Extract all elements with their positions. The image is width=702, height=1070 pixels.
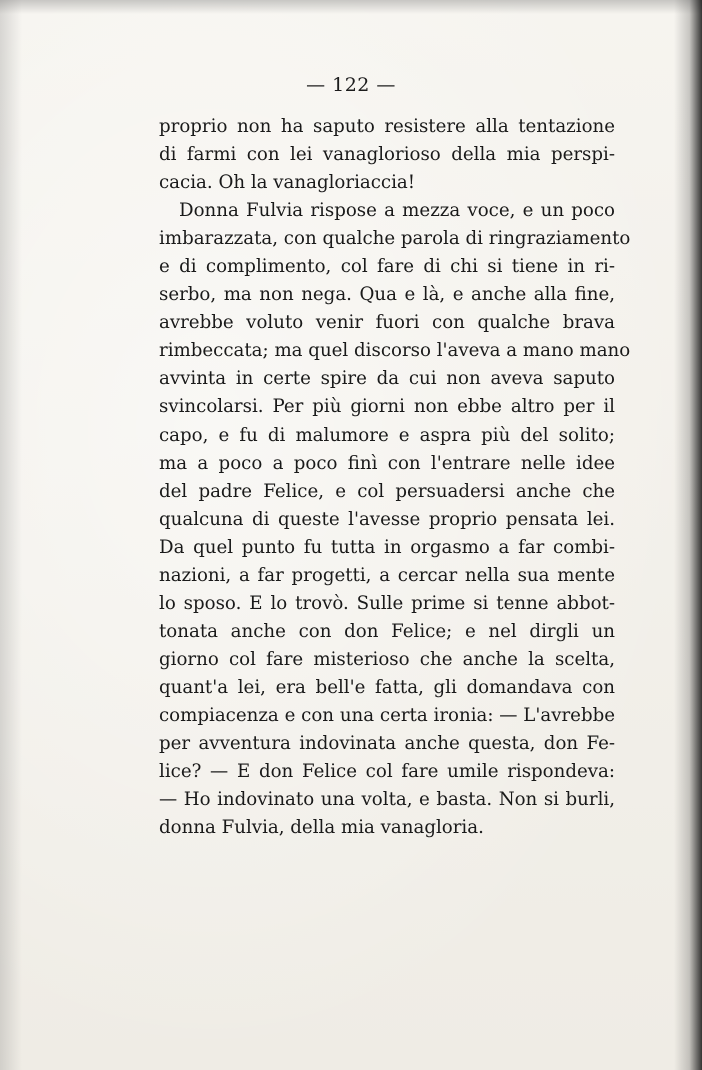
page-left-shadow: [0, 0, 22, 1070]
text-line: proprio non ha saputo resistere alla tentazione: [159, 116, 615, 137]
body-text: [159, 113, 631, 842]
text-line: lo sposo. E lo trovò. Sulle prime si tenne abbot-: [159, 592, 615, 614]
page-top-shadow: [0, 0, 702, 14]
text-line: e di complimento, col fare di chi si tiene in ri-: [159, 256, 615, 278]
text-line: serbo, ma non nega. Qua e là, e anche alla fine,: [159, 284, 615, 306]
text-line: ma a poco a poco finì con l'entrare nelle idee: [159, 452, 615, 474]
text-line: Donna Fulvia rispose a mezza voce, e un poco: [179, 200, 615, 222]
page-number: — 122 —: [306, 74, 396, 96]
text-line: avvinta in certe spire da cui non aveva saputo: [159, 368, 615, 390]
text-line: nazioni, a far progetti, a cercar nella sua mente: [159, 564, 615, 586]
text-line: imbarazzata, con qualche parola di ringraziamento: [159, 228, 631, 250]
text-line: rimbeccata; ma quel discorso l'aveva a mano mano: [159, 340, 631, 362]
text-line: cacia. Oh la vanagloriaccia!: [159, 172, 416, 194]
text-line: donna Fulvia, della mia vanagloria.: [159, 817, 484, 839]
text-line: avrebbe voluto venir fuori con qualche brava: [159, 312, 615, 334]
text-line: lice? — E don Felice col fare umile rispondeva:: [159, 761, 615, 783]
text-line: compiacenza e con una certa ironia: — L'avrebbe: [159, 704, 615, 726]
text-line: — Ho indovinato una volta, e basta. Non si burli,: [159, 789, 615, 811]
page-binding-shadow: [674, 0, 702, 1070]
text-line: giorno col fare misterioso che anche la scelta,: [159, 648, 615, 670]
text-line: qualcuna di queste l'avesse proprio pensata lei.: [159, 508, 615, 530]
text-line: tonata anche con don Felice; e nel dirgli un: [159, 620, 615, 642]
text-line: per avventura indovinata anche questa, don Fe-: [159, 733, 615, 755]
text-line: del padre Felice, e col persuadersi anche che: [159, 480, 615, 502]
text-line: Da quel punto fu tutta in orgasmo a far combi-: [159, 536, 615, 558]
text-line: quant'a lei, era bell'e fatta, gli domandava con: [159, 676, 615, 698]
text-line: capo, e fu di malumore e aspra più del solito;: [159, 424, 615, 446]
text-line: svincolarsi. Per più giorni non ebbe altro per il: [159, 396, 615, 418]
text-line: di farmi con lei vanaglorioso della mia perspi-: [159, 144, 615, 166]
